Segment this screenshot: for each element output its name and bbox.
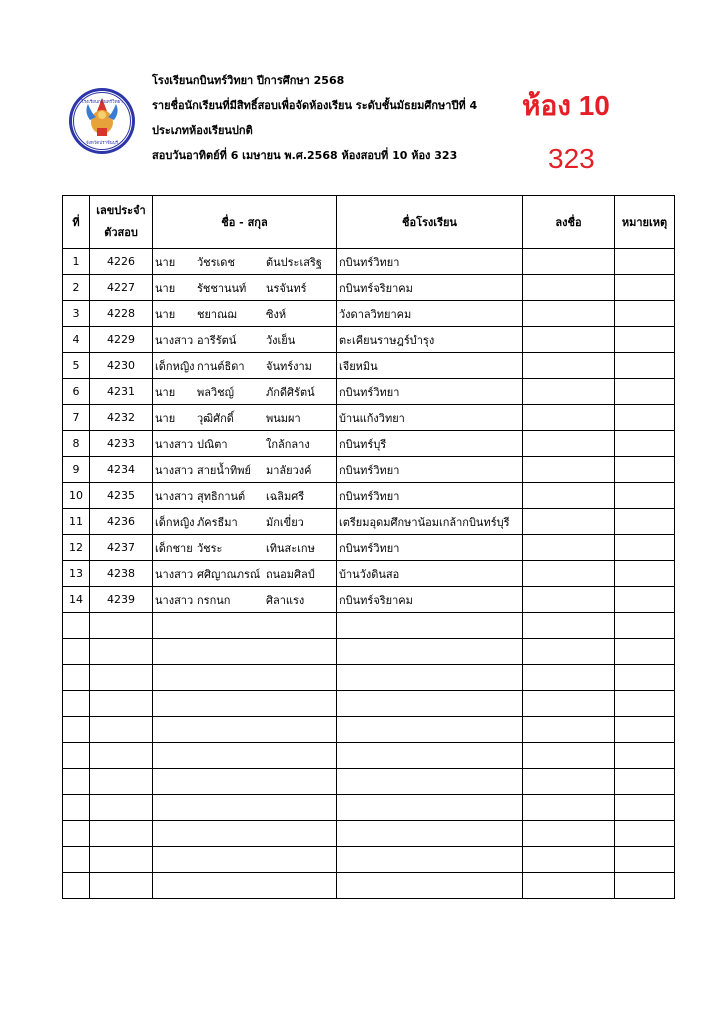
name-title: นางสาว: [155, 437, 194, 451]
signature-cell: [523, 509, 615, 535]
row-number: 12: [63, 535, 90, 561]
last-name: เทินสะเกษ: [266, 541, 315, 555]
row-number: 7: [63, 405, 90, 431]
signature-cell: [523, 405, 615, 431]
svg-text:โรงเรียนกบินทร์วิทยา: โรงเรียนกบินทร์วิทยา: [81, 100, 123, 105]
remark-cell: [615, 431, 675, 457]
last-name: ถนอมศิลป์: [266, 567, 315, 581]
remark-cell: [615, 405, 675, 431]
school-name: บ้านแก้งวิทยา: [337, 405, 523, 431]
remark-cell: [615, 665, 675, 691]
table-row: [63, 795, 675, 821]
first-name: ชยาณฌ: [197, 307, 237, 321]
remark-cell: [615, 769, 675, 795]
student-table: [62, 195, 675, 899]
signature-cell: [523, 873, 615, 899]
remark-cell: [615, 379, 675, 405]
row-number: 5: [63, 353, 90, 379]
exam-code: 4232: [90, 405, 153, 431]
last-name: พนมผา: [266, 411, 301, 425]
school-name: [337, 743, 523, 769]
last-name: ศิลาแรง: [266, 593, 305, 607]
exam-code: 4237: [90, 535, 153, 561]
exam-code: [90, 821, 153, 847]
row-number: [63, 821, 90, 847]
signature-cell: [523, 717, 615, 743]
student-name: [153, 691, 337, 717]
exam-code: 4238: [90, 561, 153, 587]
signature-cell: [523, 327, 615, 353]
col-header-no: ที่: [63, 196, 90, 249]
table-row: [63, 457, 675, 483]
signature-cell: [523, 379, 615, 405]
first-name: วัชรเดช: [197, 255, 235, 269]
table-row: [63, 301, 675, 327]
school-name: กบินทร์จริยาคม: [337, 275, 523, 301]
school-name: [337, 795, 523, 821]
table-row: [63, 275, 675, 301]
exam-code: [90, 873, 153, 899]
row-number: [63, 795, 90, 821]
exam-code: 4226: [90, 249, 153, 275]
table-row: [63, 639, 675, 665]
name-title: นางสาว: [155, 463, 194, 477]
school-name: ตะเคียนราษฎร์บำรุง: [337, 327, 523, 353]
table-row: [63, 353, 675, 379]
row-number: 4: [63, 327, 90, 353]
table-row: [63, 379, 675, 405]
col-header-name: ชื่อ - สกุล: [153, 196, 337, 249]
row-number: 13: [63, 561, 90, 587]
table-row: [63, 847, 675, 873]
student-name: [153, 613, 337, 639]
exam-code: 4230: [90, 353, 153, 379]
school-name: เตรียมอุดมศึกษาน้อมเกล้ากบินทร์บุรี: [337, 509, 523, 535]
student-name: [153, 405, 337, 431]
school-name: [337, 613, 523, 639]
exam-code: 4236: [90, 509, 153, 535]
header-list-title: รายชื่อนักเรียนที่มีสิทธิ์สอบเพื่อจัดห้องเรียน ระดับชั้นมัธยมศึกษาปีที่ 4: [152, 99, 478, 112]
exam-code: 4228: [90, 301, 153, 327]
student-name: [153, 561, 337, 587]
name-title: เด็กชาย: [155, 541, 193, 555]
school-name: [337, 769, 523, 795]
first-name: สายน้ำทิพย์: [197, 463, 251, 477]
exam-code: 4229: [90, 327, 153, 353]
signature-cell: [523, 535, 615, 561]
name-title: เด็กหญิง: [155, 515, 195, 529]
document-header: [152, 68, 512, 168]
room-number: 323: [548, 143, 595, 174]
table-row: [63, 587, 675, 613]
row-number: 6: [63, 379, 90, 405]
last-name: เฉลิมศรี: [266, 489, 305, 503]
student-name: [153, 327, 337, 353]
school-logo: [68, 84, 136, 158]
remark-cell: [615, 743, 675, 769]
last-name: ต้นประเสริฐ: [266, 255, 322, 269]
last-name: วังเย็น: [266, 333, 296, 347]
row-number: 11: [63, 509, 90, 535]
first-name: สุทธิกานต์: [197, 489, 246, 503]
row-number: [63, 847, 90, 873]
remark-cell: [615, 613, 675, 639]
student-name: [153, 457, 337, 483]
header-class-type: ประเภทห้องเรียนปกติ: [152, 124, 253, 137]
first-name: ภัครธีมา: [197, 515, 238, 529]
remark-cell: [615, 717, 675, 743]
exam-code: [90, 743, 153, 769]
signature-cell: [523, 821, 615, 847]
row-number: [63, 665, 90, 691]
exam-code: [90, 795, 153, 821]
exam-code: [90, 613, 153, 639]
exam-code: [90, 665, 153, 691]
school-name: กบินทร์วิทยา: [337, 249, 523, 275]
remark-cell: [615, 639, 675, 665]
row-number: [63, 639, 90, 665]
table-header-row: [63, 196, 675, 249]
exam-code: [90, 639, 153, 665]
col-header-code-line2: ตัวสอบ: [104, 226, 138, 239]
remark-cell: [615, 795, 675, 821]
school-name: [337, 717, 523, 743]
school-name: กบินทร์จริยาคม: [337, 587, 523, 613]
signature-cell: [523, 561, 615, 587]
school-name: กบินทร์วิทยา: [337, 483, 523, 509]
student-name: [153, 639, 337, 665]
row-number: 14: [63, 587, 90, 613]
table-row: [63, 509, 675, 535]
signature-cell: [523, 301, 615, 327]
school-name: กบินทร์วิทยา: [337, 535, 523, 561]
table-row: [63, 561, 675, 587]
remark-cell: [615, 353, 675, 379]
exam-code: 4239: [90, 587, 153, 613]
col-header-code: [90, 196, 153, 249]
row-number: [63, 769, 90, 795]
student-name: [153, 379, 337, 405]
school-name: เจียหมิน: [337, 353, 523, 379]
first-name: กานต์ธิดา: [197, 359, 245, 373]
student-name: [153, 717, 337, 743]
row-number: [63, 717, 90, 743]
remark-cell: [615, 847, 675, 873]
school-name: [337, 639, 523, 665]
signature-cell: [523, 665, 615, 691]
signature-cell: [523, 249, 615, 275]
student-name: [153, 509, 337, 535]
col-header-school: ชื่อโรงเรียน: [337, 196, 523, 249]
school-name: [337, 691, 523, 717]
student-name: [153, 301, 337, 327]
exam-code: [90, 847, 153, 873]
last-name: ภักดีศิรัตน์: [266, 385, 315, 399]
first-name: พลวิชญ์: [197, 385, 235, 399]
header-exam-date: สอบวันอาทิตย์ที่ 6 เมษายน พ.ศ.2568 ห้องสอบที่ 10 ห้อง 323: [152, 149, 458, 162]
school-name: กบินทร์วิทยา: [337, 379, 523, 405]
exam-code: 4235: [90, 483, 153, 509]
row-number: 10: [63, 483, 90, 509]
first-name: ปณิตา: [197, 437, 228, 451]
table-row: [63, 873, 675, 899]
name-title: นางสาว: [155, 567, 194, 581]
student-name: [153, 821, 337, 847]
remark-cell: [615, 587, 675, 613]
remark-cell: [615, 249, 675, 275]
remark-cell: [615, 457, 675, 483]
student-name: [153, 847, 337, 873]
row-number: 8: [63, 431, 90, 457]
signature-cell: [523, 457, 615, 483]
remark-cell: [615, 509, 675, 535]
remark-cell: [615, 301, 675, 327]
remark-cell: [615, 535, 675, 561]
name-title: นาย: [155, 255, 176, 269]
exam-code: [90, 717, 153, 743]
signature-cell: [523, 613, 615, 639]
signature-cell: [523, 795, 615, 821]
school-name: [337, 847, 523, 873]
student-name: [153, 743, 337, 769]
signature-cell: [523, 691, 615, 717]
student-name: [153, 353, 337, 379]
row-number: [63, 743, 90, 769]
signature-cell: [523, 847, 615, 873]
col-header-sign: ลงชื่อ: [523, 196, 615, 249]
student-name: [153, 275, 337, 301]
exam-code: 4231: [90, 379, 153, 405]
school-name: [337, 821, 523, 847]
first-name: อารีรัตน์: [197, 333, 237, 347]
table-row: [63, 483, 675, 509]
remark-cell: [615, 873, 675, 899]
col-header-code-line1: เลขประจำ: [96, 204, 146, 217]
name-title: นางสาว: [155, 489, 194, 503]
row-number: 1: [63, 249, 90, 275]
table-row: [63, 717, 675, 743]
col-header-remark: หมายเหตุ: [615, 196, 675, 249]
exam-code: [90, 691, 153, 717]
table-row: [63, 769, 675, 795]
exam-code: 4233: [90, 431, 153, 457]
first-name: วัชระ: [197, 541, 223, 555]
school-name: กบินทร์วิทยา: [337, 457, 523, 483]
student-name: [153, 483, 337, 509]
row-number: 3: [63, 301, 90, 327]
remark-cell: [615, 327, 675, 353]
remark-cell: [615, 483, 675, 509]
table-row: [63, 535, 675, 561]
table-row: [63, 327, 675, 353]
school-name: [337, 665, 523, 691]
table-row: [63, 613, 675, 639]
remark-cell: [615, 691, 675, 717]
last-name: มาลัยวงค์: [266, 463, 312, 477]
name-title: เด็กหญิง: [155, 359, 195, 373]
school-name: [337, 873, 523, 899]
table-row: [63, 665, 675, 691]
name-title: นาย: [155, 307, 176, 321]
row-number: [63, 873, 90, 899]
table-row: [63, 249, 675, 275]
first-name: ศศิญาณภรณ์: [197, 567, 261, 581]
room-label: ห้อง 10: [522, 90, 610, 121]
student-name: [153, 431, 337, 457]
exam-code: 4234: [90, 457, 153, 483]
row-number: 9: [63, 457, 90, 483]
school-name: บ้านวังดินสอ: [337, 561, 523, 587]
table-row: [63, 821, 675, 847]
signature-cell: [523, 431, 615, 457]
row-number: [63, 691, 90, 717]
table-row: [63, 431, 675, 457]
table-row: [63, 691, 675, 717]
table-row: [63, 743, 675, 769]
signature-cell: [523, 587, 615, 613]
name-title: นางสาว: [155, 333, 194, 347]
signature-cell: [523, 353, 615, 379]
signature-cell: [523, 639, 615, 665]
svg-text:จังหวัดปราจีนบุรี: จังหวัดปราจีนบุรี: [85, 141, 119, 146]
name-title: นาย: [155, 385, 176, 399]
student-name: [153, 535, 337, 561]
school-name: กบินทร์บุรี: [337, 431, 523, 457]
first-name: รัชชานนท์: [197, 281, 247, 295]
signature-cell: [523, 483, 615, 509]
last-name: จันทร์งาม: [266, 359, 312, 373]
last-name: นรจันทร์: [266, 281, 307, 295]
signature-cell: [523, 743, 615, 769]
last-name: ใกล้กลาง: [266, 437, 310, 451]
last-name: มักเขี่ยว: [266, 515, 304, 529]
signature-cell: [523, 769, 615, 795]
name-title: นางสาว: [155, 593, 194, 607]
school-name: วังดาลวิทยาคม: [337, 301, 523, 327]
student-name: [153, 249, 337, 275]
last-name: ซิงห์: [266, 307, 287, 321]
name-title: นาย: [155, 281, 176, 295]
student-name: [153, 665, 337, 691]
name-title: นาย: [155, 411, 176, 425]
row-number: 2: [63, 275, 90, 301]
student-name: [153, 587, 337, 613]
table-row: [63, 405, 675, 431]
student-name: [153, 873, 337, 899]
signature-cell: [523, 275, 615, 301]
exam-code: [90, 769, 153, 795]
remark-cell: [615, 821, 675, 847]
student-name: [153, 769, 337, 795]
header-school-year: โรงเรียนกบินทร์วิทยา ปีการศึกษา 2568: [152, 74, 345, 87]
row-number: [63, 613, 90, 639]
exam-code: 4227: [90, 275, 153, 301]
student-name: [153, 795, 337, 821]
first-name: วุฒิศักดิ์: [197, 411, 234, 425]
remark-cell: [615, 275, 675, 301]
remark-cell: [615, 561, 675, 587]
first-name: กรกนก: [197, 593, 231, 607]
